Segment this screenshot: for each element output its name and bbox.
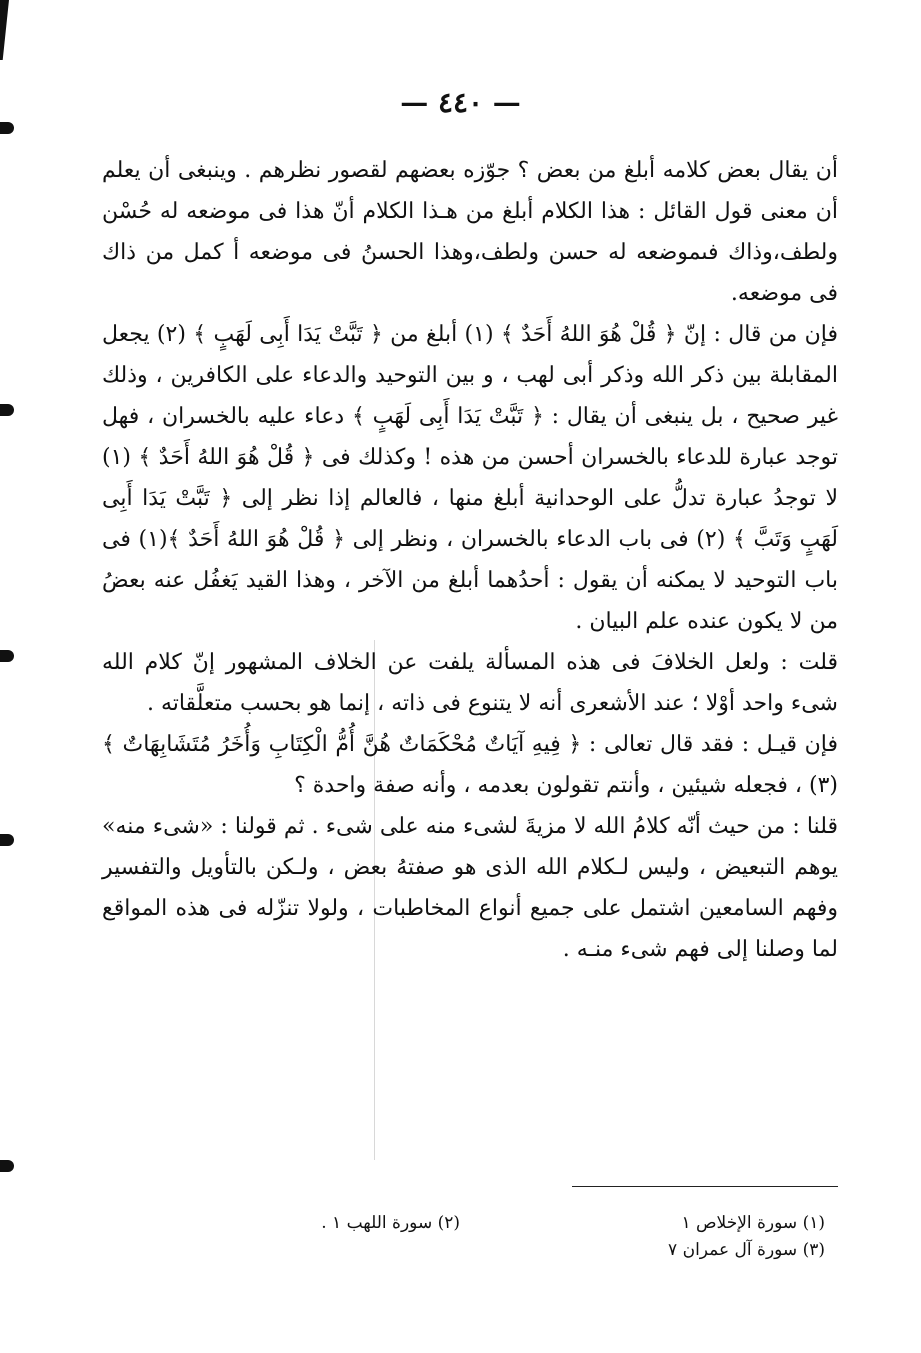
margin-hole-mark [0,122,14,134]
paragraph: أن يقال بعض كلامه أبلغ من بعض ؟ جوّزه بعضهم لقصور نظرهم . وينبغى أن يعلم أن معنى قول القائل : هذا الكلام أبلغ من هـذا الكلام أنّ هذا فى موضعه له حُسْن ولطف،وذاك فىموضعه له حسن ولطف،وهذا الحسنُ فى موضعه أ كمل من ذاك فى موضعه. [102,158,838,306]
paragraph: قلنا : من حيث أنّه كلامُ الله لا مزيةَ لشىء منه على شىء . ثم قولنا : «شىء منه» يوهم التبعيض ، وليس لـكلام الله الذى هو صفتهُ بعض ، ولـكن بالتأويل والتفسير وفهم السامعين اشتمل على جميع أنواع المخاطبات ، ولولا تنزّله فى هذه المواقع لما وصلنا إلى فهم شىء منـه . [102,814,838,962]
paragraph: قلت : ولعل الخلافَ فى هذه المسألة يلفت عن الخلاف المشهور إنّ كلام الله شىء واحد أوْلا ؛ عند الأشعرى أنه لا يتنوع فى ذاته ، إنما هو بحسب متعلَّقاته . [102,650,838,716]
paragraph: فإن قيـل : فقد قال تعالى : ﴿ فِيهِ آيَاتٌ مُحْكَمَاتٌ هُنَّ أُمُّ الْكِتَابِ وَأُخَرُ مُتَشَابِهَاتٌ ﴾ (٣) ، فجعله شيئين ، وأنتم تقولون بعدمه ، وأنه صفة واحدة ؟ [102,732,838,798]
scan-edge-mark [0,0,9,60]
footnote: (٢) سورة اللهب ١ . [321,1213,460,1233]
margin-hole-mark [0,404,14,416]
footnote: (٣) سورة آل عمران ٧ [668,1240,825,1260]
footnote: (١) سورة الإخلاص ١ [681,1213,825,1233]
footnote-divider [572,1186,838,1187]
margin-hole-mark [0,1160,14,1172]
page-number: — ٤٤٠ — [400,86,521,119]
body-text [102,150,838,970]
paragraph: فإن من قال : إنّ ﴿ قُلْ هُوَ اللهُ أَحَدٌ ﴾ (١) أبلغ من ﴿ تَبَّتْ يَدَا أَبِى لَهَبٍ ﴾ (٢) يجعل المقابلة بين ذكر الله وذكر أبى لهب ، و بين التوحيد والدعاء على الكافرين ، وذلك غير صحيح ، بل ينبغى أن يقال : ﴿ تَبَّتْ يَدَا أَبِى لَهَبٍ ﴾ دعاء عليه بالخسران ، فهل توجد عبارة للدعاء بالخسران أحسن من هذه ! وكذلك فى ﴿ قُلْ هُوَ اللهُ أَحَدٌ ﴾ (١) لا توجدُ عبارة تدلُّ على الوحدانية أبلغ منها ، فالعالم إذا نظر إلى ﴿ تَبَّتْ يَدَا أَبِى لَهَبٍ وَتَبَّ ﴾ (٢) فى باب الدعاء بالخسران ، ونظر إلى ﴿ قُلْ هُوَ اللهُ أَحَدٌ ﴾(١) فى باب التوحيد لا يمكنه أن يقول : أحدُهما أبلغ من الآخر ، وهذا القيد يَغفُل عنه بعضُ من لا يكون عنده علم البيان . [102,322,839,634]
margin-hole-mark [0,834,14,846]
footnotes-right-column [525,1210,825,1264]
margin-hole-mark [0,650,14,662]
footnotes-left-column [160,1210,460,1237]
